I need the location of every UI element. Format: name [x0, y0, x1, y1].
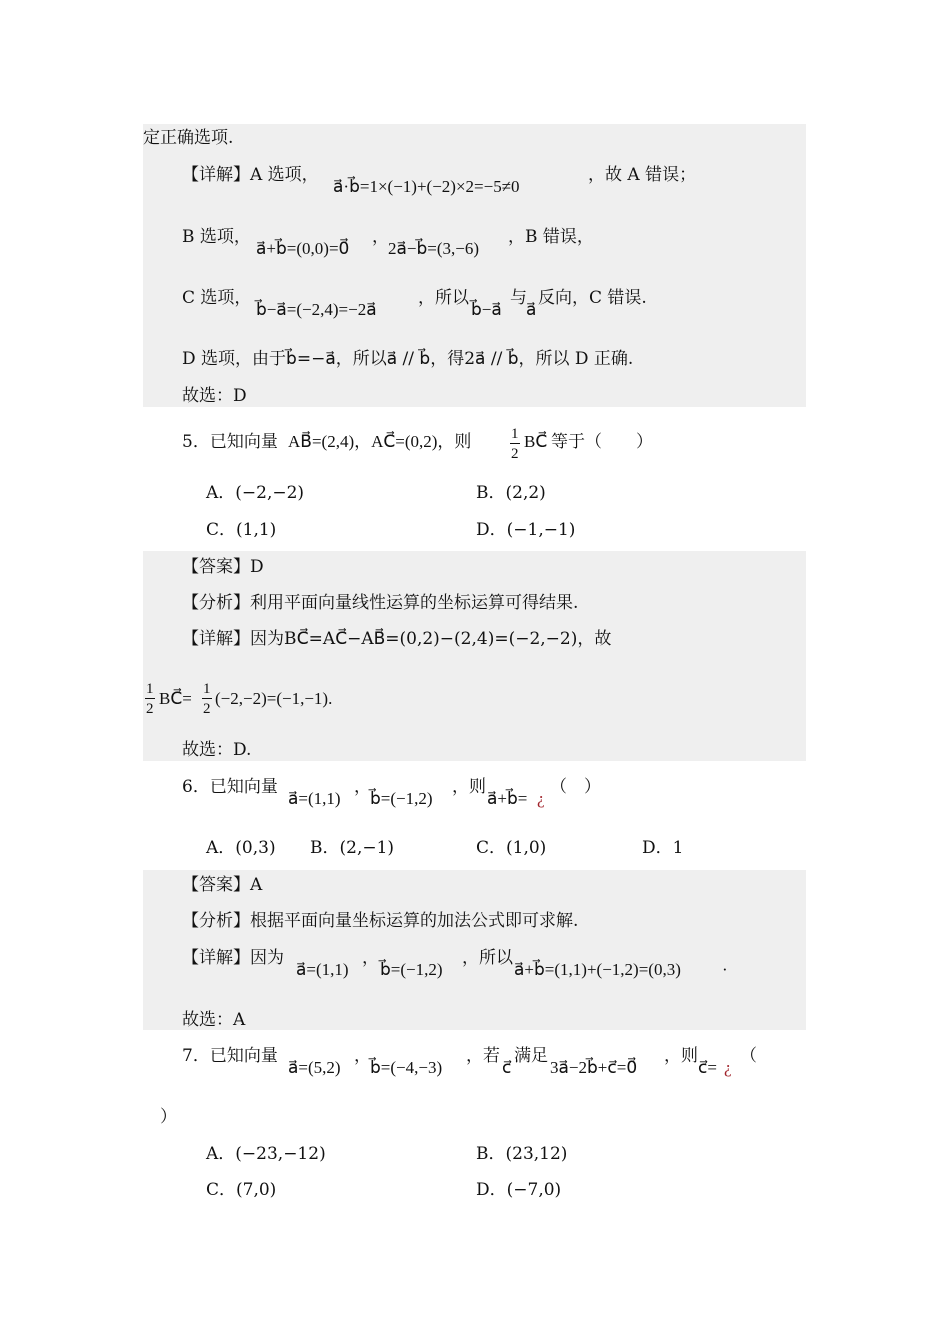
q7-stem: 7．已知向量: [182, 1046, 278, 1066]
q6-stem-tail: （ ）: [550, 777, 601, 797]
prev-b-math1: a⃗+b⃗=(0,0)=0⃗: [256, 239, 350, 258]
prev-c-math2: b⃗−a⃗: [471, 300, 502, 319]
solution-band-q5: [143, 551, 806, 761]
q6-stem-math1: a⃗=(1,1): [288, 789, 341, 808]
prev-c-label: C 选项，: [182, 288, 252, 308]
prev-c-math1: b⃗−a⃗=(−2,4)=−2a⃗: [256, 300, 377, 319]
prev-cont: 定正确选项.: [143, 128, 234, 148]
q5-stem: 5．已知向量: [182, 432, 278, 452]
q6-analysis: 【分析】根据平面向量坐标运算的加法公式即可求解.: [182, 911, 579, 931]
q5-stem-math2: BC⃗: [524, 432, 548, 451]
q7-option-a: A．(−23,−12): [206, 1144, 326, 1164]
q6-answer: 【答案】A: [182, 875, 263, 895]
q6-stem-math2: b⃗=(−1,2): [370, 789, 433, 808]
q6-option-a: A．(0,3): [206, 838, 276, 858]
q5-detail: 【详解】因为BC⃗=AC⃗−AB⃗=(0,2)−(2,4)=(−2,−2)，故: [182, 629, 612, 649]
q7-stem-mid3: ，则: [664, 1046, 698, 1066]
q7-stem-tail: （: [740, 1046, 757, 1066]
q5-choice: 故选：D.: [182, 740, 252, 760]
q6-detail-sep: ，: [362, 948, 379, 968]
q5-detail2-num2: 1: [203, 681, 211, 697]
q6-detail-tail: ·: [722, 960, 728, 979]
q6-option-b: B．(2,−1): [310, 838, 395, 858]
q6-detail-math3: a⃗+b⃗=(1,1)+(−1,2)=(0,3): [514, 960, 681, 979]
prev-choice: 故选：D: [182, 386, 247, 406]
prev-detail-a-label: 【详解】A 选项，: [182, 165, 319, 185]
q7-stem-mid2: 满足: [514, 1046, 548, 1066]
q6-detail-math2: b⃗=(−1,2): [380, 960, 443, 979]
prev-c-tail: 反向，C 错误.: [538, 288, 647, 308]
prev-b-math2: 2a⃗−b⃗=(3,−6): [388, 239, 480, 258]
q5-option-a: A．(−2,−2): [206, 483, 305, 503]
q6-option-c: C．(1,0): [476, 838, 547, 858]
q7-stem-math4: 3a⃗−2b⃗+c⃗=0⃗: [550, 1058, 638, 1077]
q7-stem-math1: a⃗=(5,2): [288, 1058, 341, 1077]
q6-stem-math3: a⃗+b⃗=: [487, 789, 528, 808]
q6-detail-math1: a⃗=(1,1): [296, 960, 349, 979]
q6-stem-sep: ，: [354, 777, 371, 797]
q7-stem-math3: c⃗: [502, 1058, 512, 1077]
q5-detail2-den2: 2: [203, 701, 211, 717]
q5-stem-tail: 等于（ ）: [551, 432, 653, 452]
q6-detail-label: 【详解】因为: [182, 948, 284, 968]
prev-c-mid: ，所以: [418, 288, 469, 308]
q7-stem-mid: ，若: [466, 1046, 500, 1066]
q5-analysis: 【分析】利用平面向量线性运算的坐标运算可得结果.: [182, 593, 579, 613]
q7-stem-sep: ，: [354, 1046, 371, 1066]
prev-b-label: B 选项，: [182, 227, 251, 247]
q7-option-d: D．(−7,0): [476, 1180, 562, 1200]
q6-choice: 故选：A: [182, 1010, 246, 1030]
q5-answer: 【答案】D: [182, 557, 264, 577]
q5-option-d: D．(−1,−1): [476, 520, 576, 540]
q7-option-c: C．(7,0): [206, 1180, 277, 1200]
prev-b-tail: ，B 错误，: [508, 227, 594, 247]
prev-d-line: D 选项，由于b⃗=−a⃗，所以a⃗ // b⃗，得2a⃗ // b⃗，所以 D 正确.: [182, 349, 634, 369]
q6-stem-mid: ，则: [452, 777, 486, 797]
q5-detail2-den: 2: [146, 701, 154, 717]
q6-stem-glyph: ¿: [537, 789, 545, 808]
q7-option-b: B．(23,12): [476, 1144, 568, 1164]
q7-stem-close: ）: [160, 1107, 177, 1127]
q6-stem: 6．已知向量: [182, 777, 278, 797]
q6-detail-mid: ，所以: [462, 948, 513, 968]
q7-stem-math2: b⃗=(−4,−3): [370, 1058, 443, 1077]
prev-detail-a-math: a⃗·b⃗=1×(−1)+(−2)×2=−5≠0: [333, 177, 520, 196]
prev-detail-a-tail: ，故 A 错误；: [588, 165, 697, 185]
prev-b-sep: ，: [372, 227, 389, 247]
q5-detail2-num: 1: [146, 681, 154, 697]
q7-stem-math5: c⃗=: [698, 1058, 717, 1077]
prev-c-math3: a⃗: [526, 300, 537, 319]
q5-detail2-b: (−2,−2)=(−1,−1).: [215, 689, 333, 708]
prev-c-mid2: 与: [510, 288, 527, 308]
q5-option-c: C．(1,1): [206, 520, 277, 540]
q5-option-b: B．(2,2): [476, 483, 546, 503]
q6-option-d: D．1: [642, 838, 684, 858]
q5-stem-math: AB⃗=(2,4)，AC⃗=(0,2)，则: [288, 432, 472, 451]
q7-stem-glyph: ¿: [724, 1058, 732, 1077]
q5-frac-den: 2: [511, 446, 519, 462]
q5-frac-num: 1: [511, 426, 519, 442]
q5-detail2-a: BC⃗=: [159, 689, 192, 708]
